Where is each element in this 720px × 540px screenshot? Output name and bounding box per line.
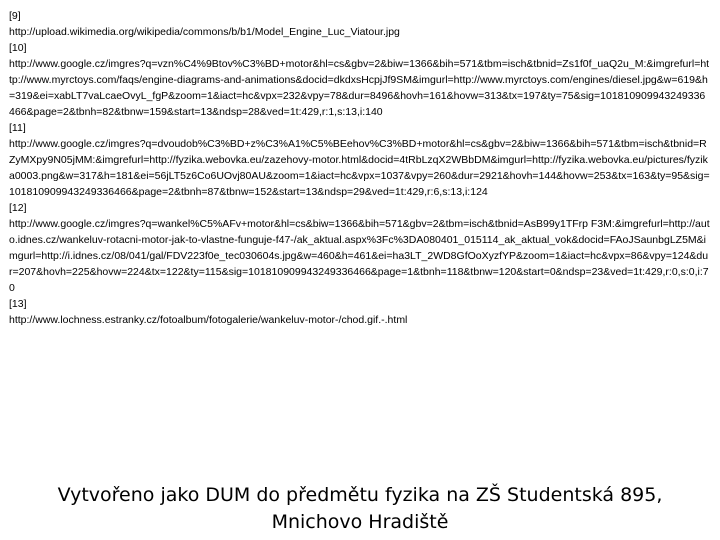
reference-link[interactable]: http://www.google.cz/imgres?q=dvoudob%C3%BD+z%C3%A1%C5%BEehov%C3%BD+motor&hl=cs&gbv=2&biw=1366&bih=571&tbm=isch&tbnid=RZyMXpy9N05jMM:&imgrefurl=http://fyzika.webovka.eu/zazehovy-motor.html&docid=4tRbLzqX2WBbDM&imgurl=http://fyzika.webovka.eu/pictures/fyzika0003.png&w=317&h=181&ei=56jLT5z6Co6UOvj80AU&zoom=1&iact=hc&vpx=1037&vpy=260&dur=2921&hovh=144&hovw=253&tx=163&ty=95&sig=101810909943249336466&page=2&tbnh=87&tbnw=152&start=13&ndsp=29&ved=1t:429,r:6,s:13,i:124 <box>9 138 710 198</box>
slide-footer <box>0 482 720 536</box>
reference-link[interactable]: http://www.google.cz/imgres?q=vzn%C4%9Btov%C3%BD+motor&hl=cs&gbv=2&biw=1366&bih=571&tbm=isch&tbnid=Zs1f0f_uaQ2u_M:&imgrefurl=http://www.myrctoys.com/faqs/engine-diagrams-and-animations&docid=dkdxsHcpjJf9SM&imgurl=http://www.myrctoys.com/engines/diesel.jpg&w=619&h=319&ei=xabLT7vaLcaeOvyL_fgP&zoom=1&iact=hc&vpx=232&vpy=78&dur=8496&hovh=161&hovw=313&tx=197&ty=75&sig=101810909943249336466&page=2&tbnh=82&tbnw=159&start=13&ndsp=28&ved=1t:429,r:1,s:13,i:140 <box>9 58 710 118</box>
footer-line-2: Mnichovo Hradiště <box>271 511 449 533</box>
reference-link[interactable]: http://www.lochness.estranky.cz/fotoalbum/fotogalerie/wankeluv-motor-/chod.gif.-.html <box>9 314 408 326</box>
reference-number: [9] <box>9 10 21 22</box>
reference-item <box>9 40 711 120</box>
reference-list <box>9 8 711 328</box>
reference-link[interactable]: http://www.google.cz/imgres?q=wankel%C5%AFv+motor&hl=cs&biw=1366&bih=571&gbv=2&tbm=isch&tbnid=AsB99y1TFrp F3M:&imgrefurl=http://auto.idnes.cz/wankeluv-rotacni-motor-jak-to-vlastne-funguje-f47-/ak_aktual.aspx%3Fc%3DA080401_015114_ak_aktual_vok&docid=FAoJSaunbgLZ5M&imgurl=http://i.idnes.cz/08/041/gal/FDV223f0e_tec030604s.jpg&w=460&h=461&ei=ha3LT_2WD8GfOoXyzfYP&zoom=1&iact=hc&vpx=86&vpy=124&dur=207&hovh=225&hovw=224&tx=122&ty=115&sig=101810909943249336466&page=1&tbnh=118&tbnw=120&start=0&ndsp=23&ved=1t:429,r:0,s:0,i:70 <box>9 218 710 294</box>
footer-line-1: Vytvořeno jako DUM do předmětu fyzika na ZŠ Studentská 895, <box>57 484 663 506</box>
reference-number: [10] <box>9 42 27 54</box>
reference-item <box>9 120 711 200</box>
reference-link[interactable]: http://upload.wikimedia.org/wikipedia/commons/b/b1/Model_Engine_Luc_Viatour.jpg <box>9 26 400 38</box>
reference-number: [12] <box>9 202 27 214</box>
reference-item <box>9 296 711 328</box>
reference-item <box>9 200 711 296</box>
reference-number: [11] <box>9 122 26 134</box>
reference-number: [13] <box>9 298 27 310</box>
reference-item <box>9 8 711 40</box>
